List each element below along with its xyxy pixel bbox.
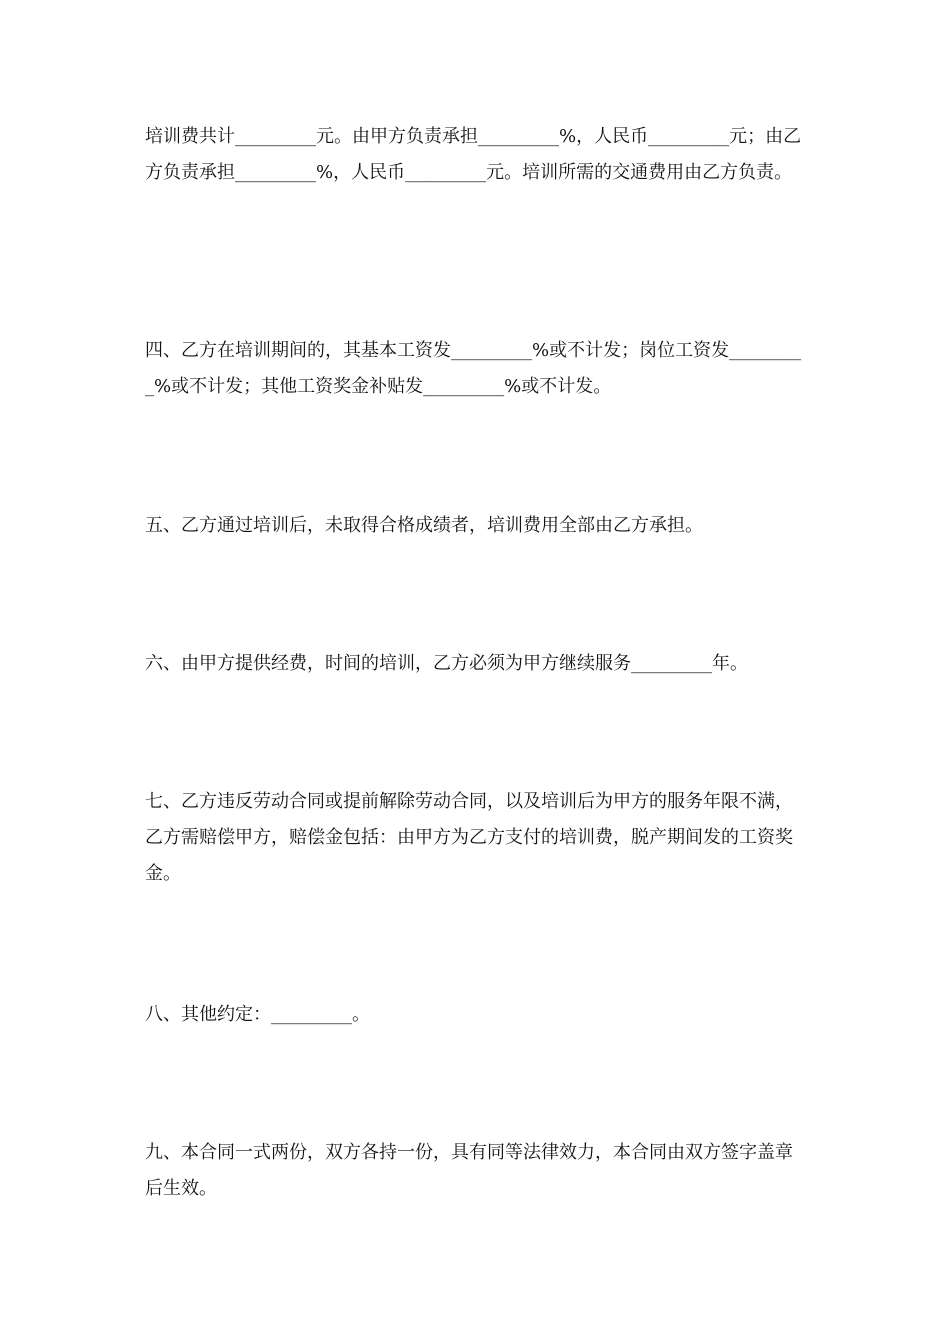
paragraph-clause-8: 八、其他约定：_________。 [145, 1004, 370, 1025]
paragraph-clause-9: 九、本合同一式两份，双方各持一份，具有同等法律效力，本合同由双方签字盖章后生效。 [145, 1142, 793, 1199]
paragraph-clause-7: 七、乙方违反劳动合同或提前解除劳动合同，以及培训后为甲方的服务年限不满，乙方需赔偿甲方，赔偿金包括：由甲方为乙方支付的培训费，脱产期间发的工资奖金。 [145, 791, 793, 884]
paragraph-training-fee: 培训费共计_________元。由甲方负责承担_________%，人民币_________元；由乙方负责承担_________%，人民币_________元。培训所需的交通费用由乙方负责。 [145, 126, 802, 183]
paragraph-clause-4: 四、乙方在培训期间的，其基本工资发_________%或不计发；岗位工资发_________%或不计发；其他工资奖金补贴发_________%或不计发。 [145, 340, 802, 397]
paragraph-clause-5: 五、乙方通过培训后，未取得合格成绩者，培训费用全部由乙方承担。 [145, 515, 703, 536]
paragraph-clause-6: 六、由甲方提供经费，时间的培训，乙方必须为甲方继续服务_________年。 [145, 653, 748, 674]
